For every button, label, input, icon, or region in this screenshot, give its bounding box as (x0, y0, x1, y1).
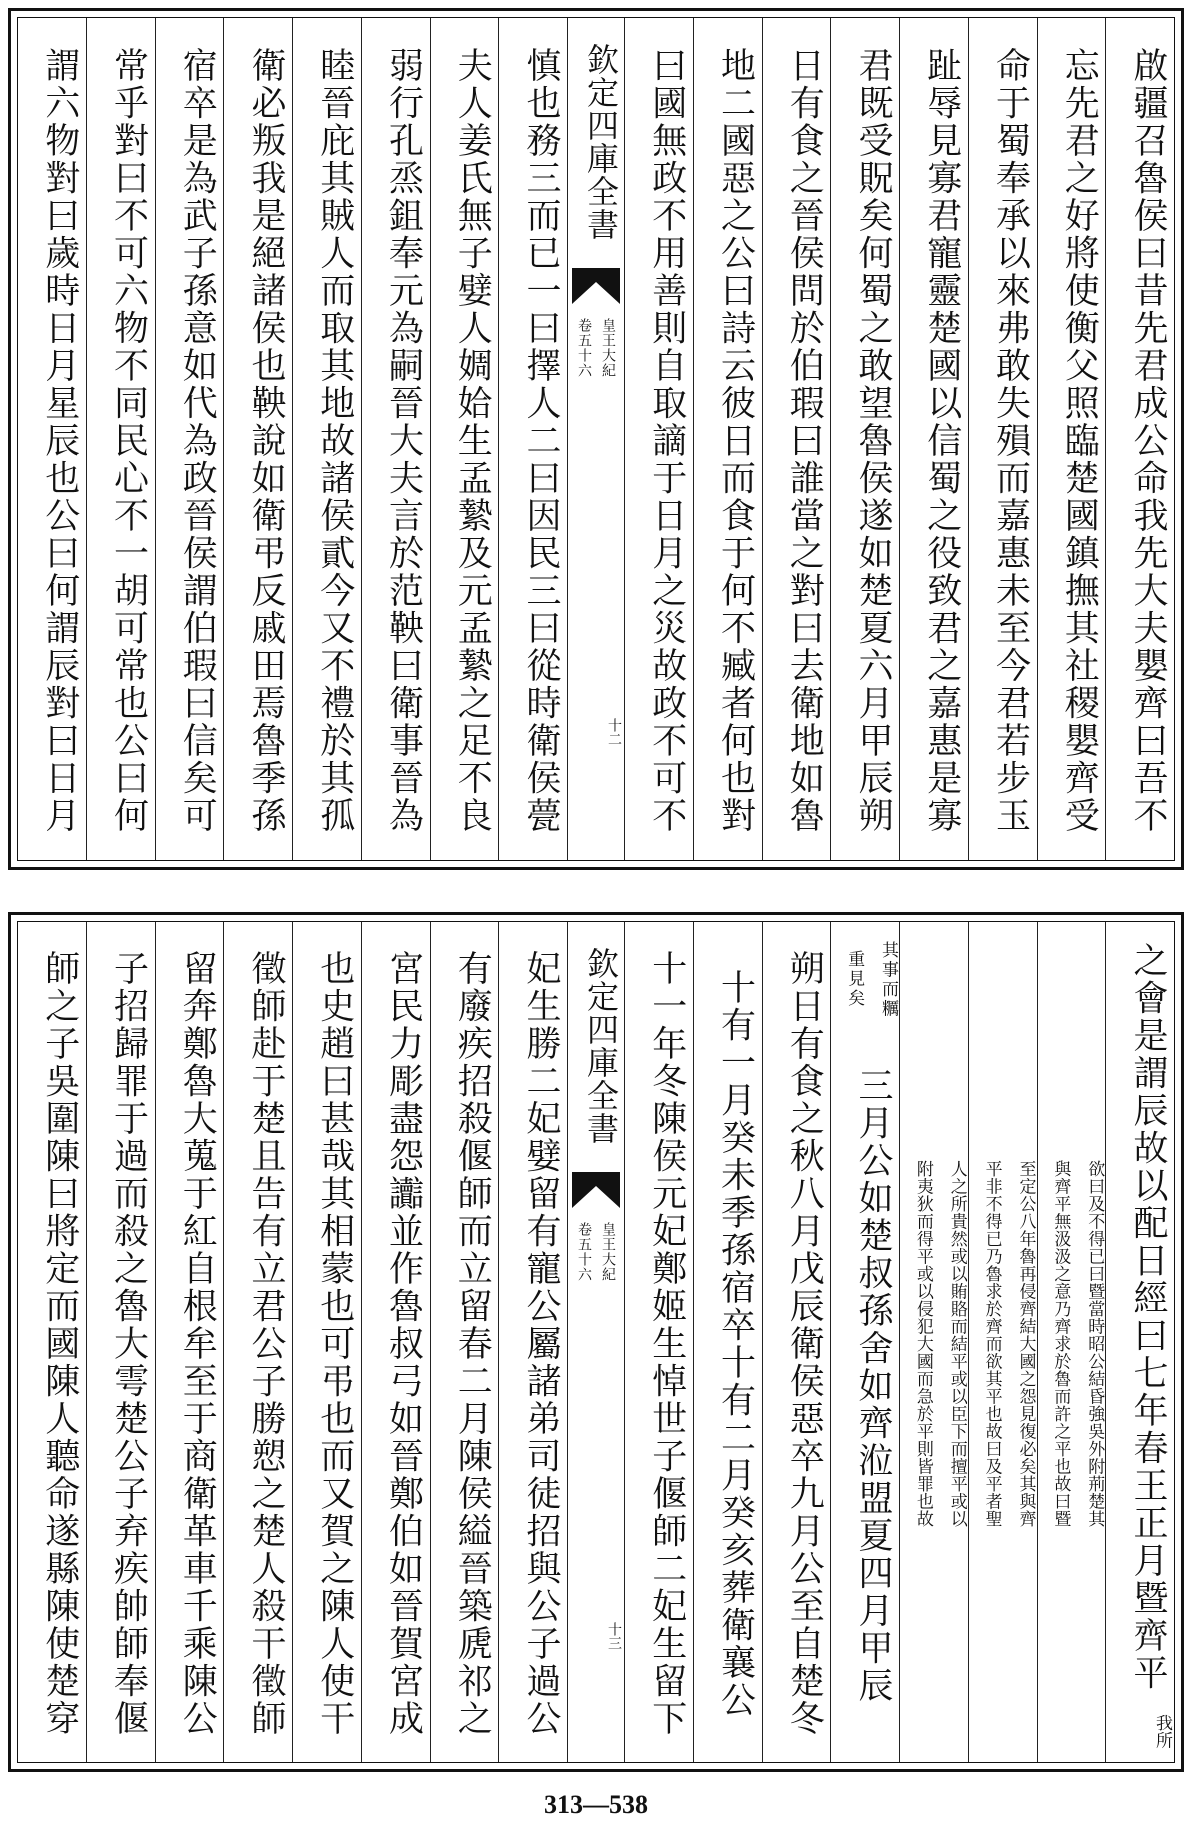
text-column: 師之子吳圍陳曰將定而國陳人聽命遂縣陳使楚穿 (39, 950, 80, 1738)
bottom-page-frame (17, 921, 1175, 1763)
text-column: 十一年冬陳侯元妃鄭姬生悼世子偃師二妃生留下 (624, 922, 693, 1762)
center-gutter (567, 922, 624, 1762)
bottom-page (8, 912, 1184, 1772)
annotation-note: 其事而糲 重見矣 (844, 940, 898, 1019)
text-column: 子招歸罪于過而殺之魯大雩楚公子弃疾帥師奉偃 (86, 922, 155, 1762)
text-column: 之會是謂辰故以配日經曰七年春王正月暨齊平 我所 (1105, 922, 1174, 1762)
top-page-frame (17, 17, 1175, 861)
text-column: 宮民力彫盡怨讟並作魯叔弓如晉鄭伯如晉賀宮成 (361, 922, 430, 1762)
annotation-note: 我所 (1152, 1713, 1172, 1749)
volume-number: 卷五十六 (576, 318, 592, 378)
text-column: 睦晉庇其賊人而取其地故諸侯貳今又不禮於其孤 (292, 18, 361, 860)
text-column: 徵師赴于楚且告有立君公子勝愬之楚人殺干徵師 (223, 922, 292, 1762)
center-gutter (567, 18, 624, 860)
page-number: 十三 (606, 1622, 622, 1650)
book-name: 皇王大紀 (600, 1222, 616, 1282)
volume-number: 卷五十六 (576, 1222, 592, 1282)
text-column: 宿卒是為武子孫意如代為政晉侯謂伯瑕曰信矣可 (155, 18, 224, 860)
text-column: 慎也務三而已一曰擇人二曰因民三曰從時衛侯甍 (498, 18, 567, 860)
text-column: 妃生勝二妃嬖留有寵公屬諸弟司徒招與公子過公 (498, 922, 567, 1762)
text-column: 地二國惡之公曰詩云彼日而食于何不臧者何也對 (693, 18, 762, 860)
annotation-column: 人之所貴然或以賄賂而結平或以臣下而擅平或以 附夷狄而得平或以侵犯大國而急於平則皆罪也故 (899, 922, 968, 1762)
book-info (568, 1222, 624, 1402)
text-column: 有廢疾招殺偃師而立留春二月陳侯縊晉築虒祁之 (430, 922, 499, 1762)
fish-tail-mark-icon (572, 268, 620, 304)
fish-tail-mark-icon (572, 1172, 620, 1208)
text-column: 常乎對曰不可六物不同民心不一胡可常也公曰何 (86, 18, 155, 860)
text-column: 衛必叛我是絕諸侯也鞅說如衛弔反戚田焉魯季孫 (223, 18, 292, 860)
collection-title: 欽定四庫全書 (582, 946, 620, 1145)
text-column: 謂六物對曰歲時日月星辰也公曰何謂辰對曰日月 (39, 47, 80, 835)
annotation-column: 欲曰及不得已曰暨當時昭公結昏強吳外附荊楚其 與齊平無汲汲之意乃齊求於魯而許之平也故曰暨 (1037, 922, 1106, 1762)
text-column: 留奔鄭魯大蒐于紅自根牟至于商衛革車千乘陳公 (155, 922, 224, 1762)
text-column: 命于蜀奉承以來弗敢失殞而嘉惠未至今君若步玉 (968, 18, 1037, 860)
text-column: 其事而糲 重見矣 三月公如楚叔孫舍如齊涖盟夏四月甲辰 (830, 922, 899, 1762)
text-column: 朔日有食之秋八月戊辰衛侯惡卒九月公至自楚冬 (762, 922, 831, 1762)
top-page (8, 8, 1184, 870)
text-column: 弱行孔烝鉏奉元為嗣晉大夫言於范鞅曰衛事晉為 (361, 18, 430, 860)
book-name: 皇王大紀 (600, 318, 616, 378)
text-column: 也史趙曰甚哉其相蒙也可弔也而又賀之陳人使干 (292, 922, 361, 1762)
book-info (568, 318, 624, 498)
collection-title: 欽定四庫全書 (582, 42, 620, 241)
text-column: 趾辱見寡君寵靈楚國以信蜀之役致君之嘉惠是寡 (899, 18, 968, 860)
text-column: 日有食之晉侯問於伯瑕曰誰當之對曰去衛地如魯 (762, 18, 831, 860)
text-column: 啟疆召魯侯曰昔先君成公命我先大夫嬰齊曰吾不 (1105, 18, 1174, 860)
text-column: 十有一月癸未季孫宿卒十有二月癸亥葬衛襄公 (693, 922, 762, 1762)
text-column: 曰國無政不用善則自取謫于日月之災故政不可不 (624, 18, 693, 860)
page-footer-number: 313—538 (544, 1790, 648, 1819)
annotation-column: 至定公八年魯再侵齊結大國之怨見復必矣其與齊 平非不得已乃魯求於齊而欲其平也故曰及平者聖 (968, 922, 1037, 1762)
bottom-columns (18, 922, 1174, 1762)
text-column: 忘先君之好將使衡父照臨楚國鎮撫其社稷嬰齊受 (1037, 18, 1106, 860)
text-column: 夫人姜氏無子嬖人婤姶生孟縶及元孟縶之足不良 (430, 18, 499, 860)
page-number: 十二 (606, 718, 622, 746)
text-column: 君既受貺矣何蜀之敢望魯侯遂如楚夏六月甲辰朔 (830, 18, 899, 860)
top-columns (18, 18, 1174, 860)
